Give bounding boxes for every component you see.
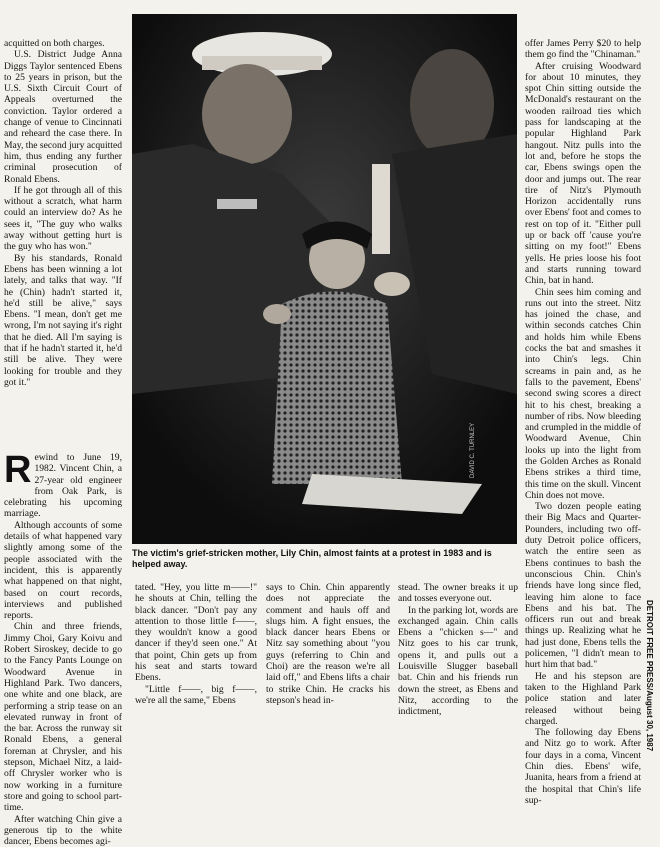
paragraph: acquitted on both charges.: [4, 38, 122, 49]
bottom-article-column: [266, 582, 390, 706]
paragraph: He and his stepson are taken to the Highland Park police station and later released without being charged.: [525, 671, 641, 727]
photo-image: [132, 14, 517, 544]
paragraph-text: ewind to June 19, 1982. Vincent Chin, a 27-year old engineer from Oak Park, is celebrating his upcoming marriage.: [4, 452, 122, 519]
paragraph: "Little f——, big f——, we're all the same," Ebens: [135, 684, 257, 707]
paragraph: Although accounts of some details of what happened vary slightly among some of the people associated with the incident, this is apparently what happened on that night, based on court records, interviews and published reports.: [4, 520, 122, 622]
right-article-column: [525, 38, 641, 806]
page-folio: DETROIT FREE PRESS/August 30, 1987: [645, 600, 654, 751]
bottom-article-column: [398, 582, 518, 718]
photo-credit: DAVID C. TURNLEY: [470, 423, 476, 478]
paragraph: says to Chin. Chin apparently does not appreciate the comment and hauls off and slugs him. A fight ensues, the black dancer hears Ebens or Nitz say something about "you guys (referring to Chin and Choi) are the reason we're all laid off," and Ebens lifts a chair to strike Chin. He cracks his stepson's head in-: [266, 582, 390, 706]
dropcap-paragraph: [4, 452, 122, 520]
paragraph: In the parking lot, words are exchanged again. Chin calls Ebens a "chicken s—" and Nitz goes to his car trunk, opens it, and pulls out a Louisville Slugger baseball bat. Chin and his friends run down the street, as Ebens and Nitz, according to the indictment,: [398, 605, 518, 718]
paragraph: offer James Perry $20 to help them go find the "Chinaman.": [525, 38, 641, 61]
protest-photo: [132, 14, 517, 544]
paragraph: After cruising Woodward for about 10 minutes, they spot Chin sitting outside the McDonald's restaurant on the wooden railroad ties which pass for landscaping at the popular Highland Park hangout. Nitz pulls into the lot and, before he stops the car, Ebens swings open the door and jumps out. The rear tire of Nitz's Plymouth Horizon accidentally runs over Ebens' foot and comes to rest on top of it. "Either pull up or back off 'cause you're sitting on my foot!" Ebens yells. He pries loose his foot and starts running toward Chin, bat in hand.: [525, 61, 641, 287]
paragraph: After watching Chin give a generous tip to the white dancer, Ebens becomes agi-: [4, 814, 122, 847]
paragraph: Two dozen people eating their Big Macs and Quarter-Pounders, including two off-duty Detroit police officers, watch the entire seen as Ebens continues to bash the unconscious Chin. Chin's friends have long since fled, leaving him alone to face Ebens and his bat. The officers run out and break things up. Realizing what he had just done, Ebens tells the policemen, "I didn't mean to hurt him that bad.": [525, 501, 641, 670]
left-article-column: [4, 38, 122, 388]
paragraph: Chin and three friends, Jimmy Choi, Gary Koivu and Robert Siroskey, decide to go to the Fancy Pants Lounge on Woodward Avenue in Highland Park. Two dancers, one white and one black, are performing a strip tease on an elevated runway in front of the bar. Across the runway sit Ronald Ebens, a general foreman at Chrysler, and his stepson, Michael Nitz, a laid-off Chrysler worker who is now working in a furniture store and going to school part-time.: [4, 621, 122, 813]
paragraph: The following day Ebens and Nitz go to work. After four days in a coma, Vincent Chin dies. Ebens' wife, Juanita, hears from a friend at the hospital that Chin's life sup-: [525, 727, 641, 806]
paragraph: tated. "Hey, you litte m——!" he shouts at Chin, telling the black dancer. "Don't pay any attention to those little f——, they wouldn't know a good dancer if they'd seen one." At that point, Chin gets up from his seat and starts toward Ebens.: [135, 582, 257, 684]
paragraph: Chin sees him coming and runs out into the street. Nitz has joined the chase, and within seconds catches Chin and holds him while Ebens cocks the bat and smashes it into Chin's legs. Chin screams in pain and, as he falls to the pavement, Ebens' second swing scores a direct hit to his chest, breaking a number of ribs. Now bleeding and crumpled in the middle of Woodward Avenue, Chin looks up into the light from the Golden Arches as Ronald Ebens strikes a third time, this time on the skull. Vincent Chin does not move.: [525, 287, 641, 502]
dropcap: R: [4, 454, 31, 486]
paragraph: U.S. District Judge Anna Diggs Taylor sentenced Ebens to 25 years in prison, but the U.S. Sixth Circuit Court of Appeals overturned the conviction. Taylor ordered a change of venue to Cincinnati and reheard the case there. In May, the second jury acquitted him, thus ending any further criminal prosecution of Ronald Ebens.: [4, 49, 122, 185]
paragraph: If he got through all of this without a scratch, what harm could an interview do? As he sees it, "The guy who walks away without getting hurt is the guy who has won.": [4, 185, 122, 253]
bottom-article-column: [135, 582, 257, 706]
paragraph: By his standards, Ronald Ebens has been winning a lot lately, and talks that way. "If he (Chin) hadn't started it, he'd still be alive," says Ebens. "I mean, don't get me wrong, I'm not saying it's right that he died. All I'm saying is that if he hadn't started it, he'd still be alive. They were looking for trouble and they got it.": [4, 253, 122, 389]
photo-caption: The victim's grief-stricken mother, Lily Chin, almost faints at a protest in 1983 and is helped away.: [132, 548, 517, 570]
left-article-column-lower: [4, 452, 122, 847]
paragraph: stead. The owner breaks it up and tosses everyone out.: [398, 582, 518, 605]
